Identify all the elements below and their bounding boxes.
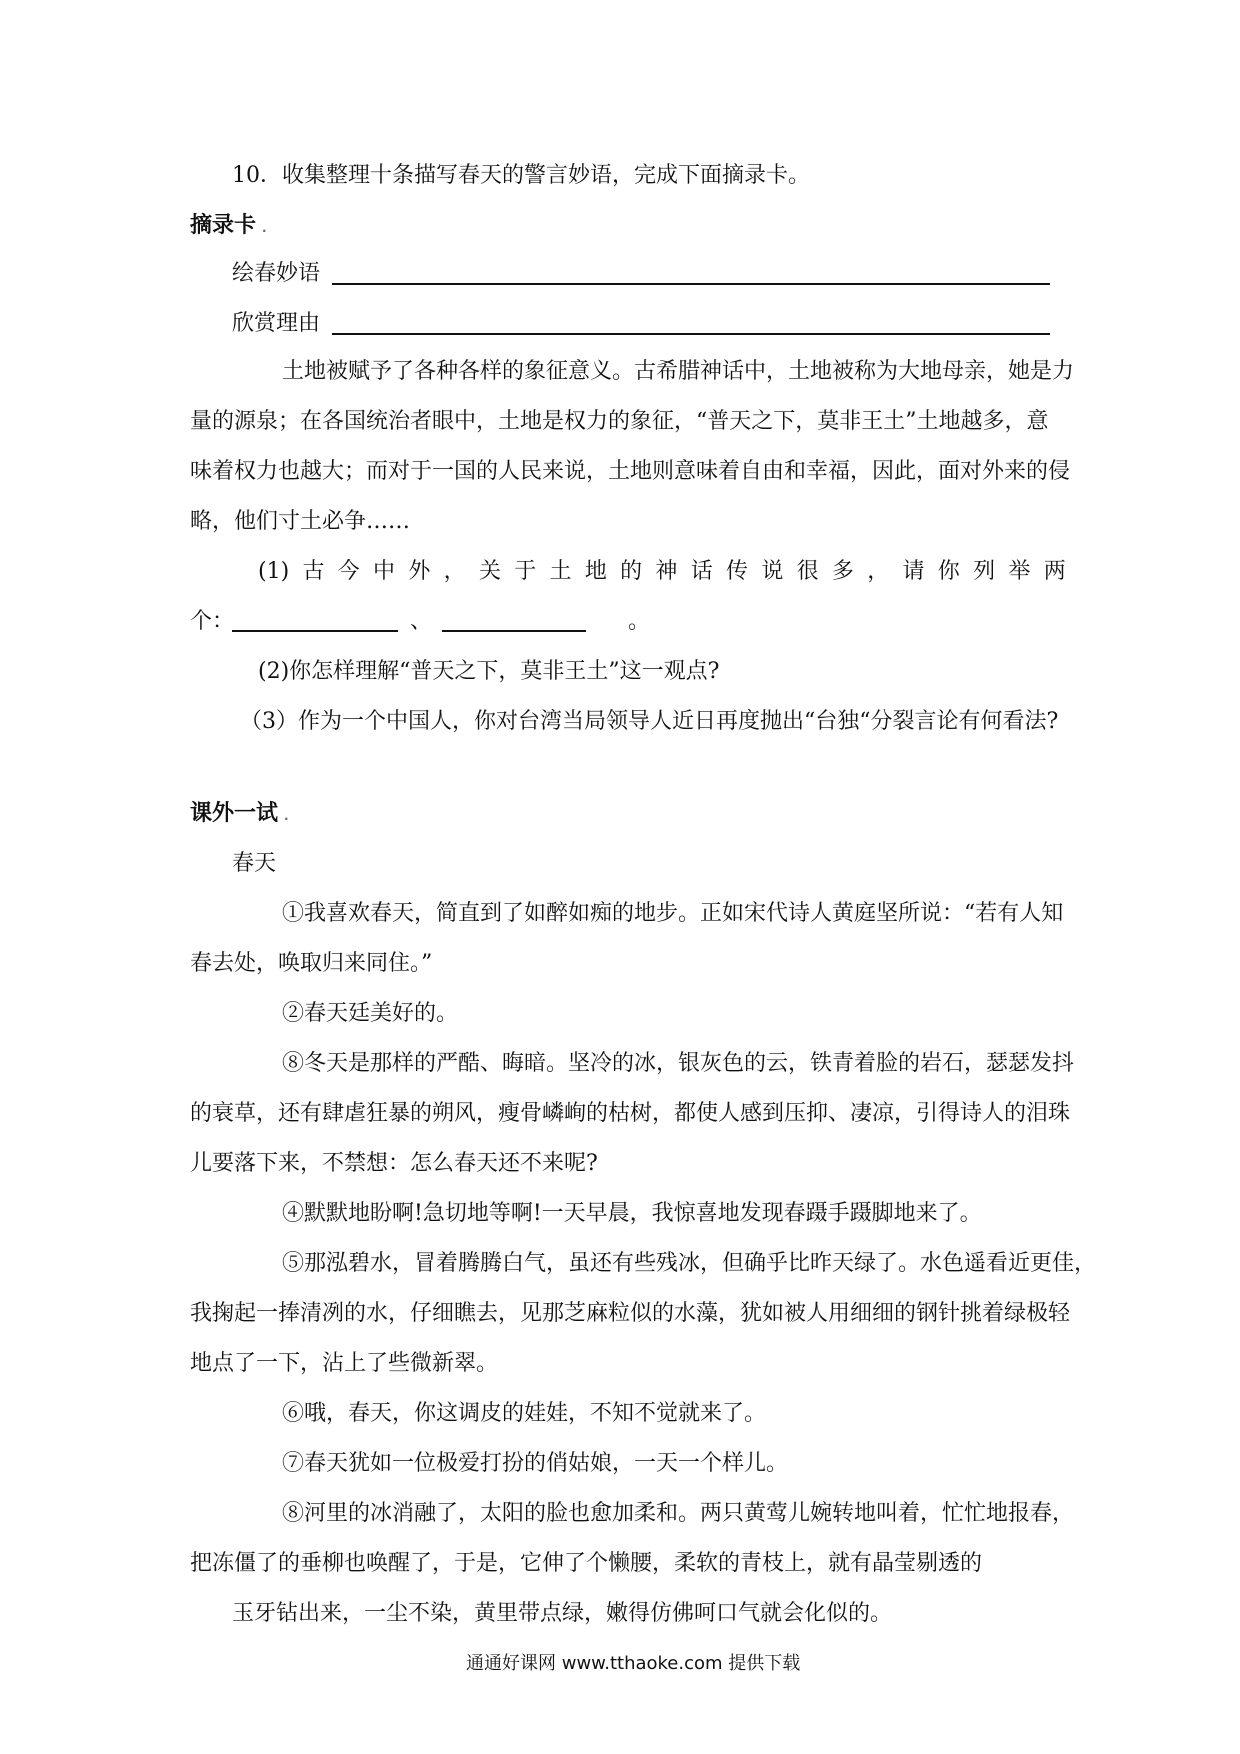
- punctuation-mark: .: [284, 809, 289, 823]
- question-1-line: [258, 558, 1066, 586]
- question-1-char: 地: [584, 559, 607, 584]
- essay-paragraph-3-line-2: 的衰草，还有肆虐狂暴的朔风，瘦骨嶙峋的枯树，都使人感到压抑、凄凉，引得诗人的泪珠: [190, 1101, 1071, 1126]
- essay-paragraph-5-line-2: 我掬起一捧清冽的水，仔细瞧去，见那芝麻粒似的水藻，犹如被人用细细的钢针挑着绿极轻: [190, 1301, 1071, 1326]
- answer-end-mark: 。: [628, 609, 651, 634]
- question-1-char: 两: [1043, 559, 1066, 584]
- essay-paragraph-3-line-3: 儿要落下来，不禁想：怎么春天还不来呢?: [190, 1151, 598, 1176]
- question-1-char: ，: [867, 559, 890, 584]
- question-1-char: 传: [726, 559, 749, 584]
- land-paragraph-line-1: 土地被赋予了各种各样的象征意义。古希腊神话中，土地被称为大地母亲，她是力: [282, 359, 1075, 384]
- question-10-prompt: 10．收集整理十条描写春天的警言妙语，完成下面摘录卡。: [232, 163, 810, 188]
- question-3: （3）作为一个中国人，你对台湾当局领导人近日再度抛出“台独“分裂言论有何看法?: [240, 709, 1059, 734]
- card-title-text: 摘录卡: [190, 213, 257, 238]
- essay-paragraph-4: ④默默地盼啊!急切地等啊!一天早晨，我惊喜地发现春蹑手蹑脚地来了。: [282, 1201, 982, 1226]
- question-1-char: 中: [373, 559, 396, 584]
- section-title-text: 课外一试: [190, 801, 279, 826]
- question-1-char: 举: [1008, 559, 1031, 584]
- section-title: [190, 800, 289, 830]
- reason-blank-line[interactable]: [332, 333, 1050, 335]
- essay-paragraph-1-line-1: ①我喜欢春天，简直到了如醉如痴的地步。正如宋代诗人黄庭坚所说：“若有人知: [282, 901, 1064, 926]
- essay-paragraph-3-line-1: ⑧冬天是那样的严酷、晦暗。坚冷的冰，银灰色的云，铁青着脸的岩石，瑟瑟发抖: [282, 1051, 1075, 1076]
- page-footer: 通通好课网 www.tthaoke.com 提供下载: [466, 1653, 801, 1674]
- land-paragraph-line-2: 量的源泉；在各国统治者眼中，土地是权力的象征，“普天之下，莫非王土”土地越多，意: [190, 409, 1049, 434]
- question-1-char: 很: [796, 559, 819, 584]
- question-1-char: ，: [443, 559, 466, 584]
- question-1-char: 的: [620, 559, 643, 584]
- question-1-char: 列: [973, 559, 996, 584]
- question-1-char: 古: [302, 559, 325, 584]
- question-1-char: 外: [408, 559, 431, 584]
- answer-blank-1[interactable]: [232, 630, 398, 632]
- label-quote: 绘春妙语: [232, 261, 321, 286]
- quote-blank-line[interactable]: [332, 283, 1050, 285]
- question-1-char: (1): [258, 559, 290, 584]
- essay-paragraph-8-line-2: 把冻僵了的垂柳也唤醒了，于是，它伸了个懒腰，柔软的青枝上，就有晶莹剔透的: [190, 1551, 983, 1576]
- question-1-char: 请: [902, 559, 925, 584]
- question-1-char: 关: [478, 559, 501, 584]
- essay-paragraph-2: ②春天廷美好的。: [282, 1001, 459, 1026]
- land-paragraph-line-4: 略，他们寸土必争……: [190, 509, 411, 534]
- question-2: (2)你怎样理解“普天之下，莫非王土”这一观点?: [258, 659, 720, 684]
- question-1-char: 土: [549, 559, 572, 584]
- question-1-char: 多: [831, 559, 854, 584]
- essay-paragraph-7: ⑦春天犹如一位极爱打扮的俏姑娘，一天一个样儿。: [282, 1451, 789, 1476]
- question-1-char: 今: [337, 559, 360, 584]
- answer-separator: 、: [410, 609, 433, 634]
- essay-paragraph-6: ⑥哦，春天，你这调皮的娃娃，不知不觉就来了。: [282, 1401, 767, 1426]
- punctuation-mark: .: [262, 221, 267, 235]
- question-1-char: 神: [655, 559, 678, 584]
- essay-paragraph-8-line-3: 玉牙钻出来，一尘不染，黄里带点绿，嫩得仿佛呵口气就会化似的。: [232, 1601, 893, 1626]
- question-1-char: 说: [761, 559, 784, 584]
- label-reason: 欣赏理由: [232, 311, 321, 336]
- question-1-char: 话: [690, 559, 713, 584]
- essay-title: 春天: [232, 851, 277, 876]
- question-1-continuation: 个：: [190, 609, 235, 634]
- essay-paragraph-5-line-3: 地点了一下，沾上了些微新翠。: [190, 1351, 499, 1376]
- essay-paragraph-5-line-1: ⑤那泓碧水，冒着腾腾白气，虽还有些残冰，但确乎比昨天绿了。水色遥看近更佳，: [282, 1251, 1097, 1276]
- card-title: [190, 212, 267, 242]
- land-paragraph-line-3: 味着权力也越大；而对于一国的人民来说，土地则意味着自由和幸福，因此，面对外来的侵: [190, 459, 1071, 484]
- question-1-char: 你: [937, 559, 960, 584]
- essay-paragraph-1-line-2: 春去处，唤取归来同住。”: [190, 951, 433, 976]
- answer-blank-2[interactable]: [442, 630, 586, 632]
- question-1-char: 于: [514, 559, 537, 584]
- essay-paragraph-8-line-1: ⑧河里的冰消融了，太阳的脸也愈加柔和。两只黄莺儿婉转地叫着，忙忙地报春，: [282, 1501, 1075, 1526]
